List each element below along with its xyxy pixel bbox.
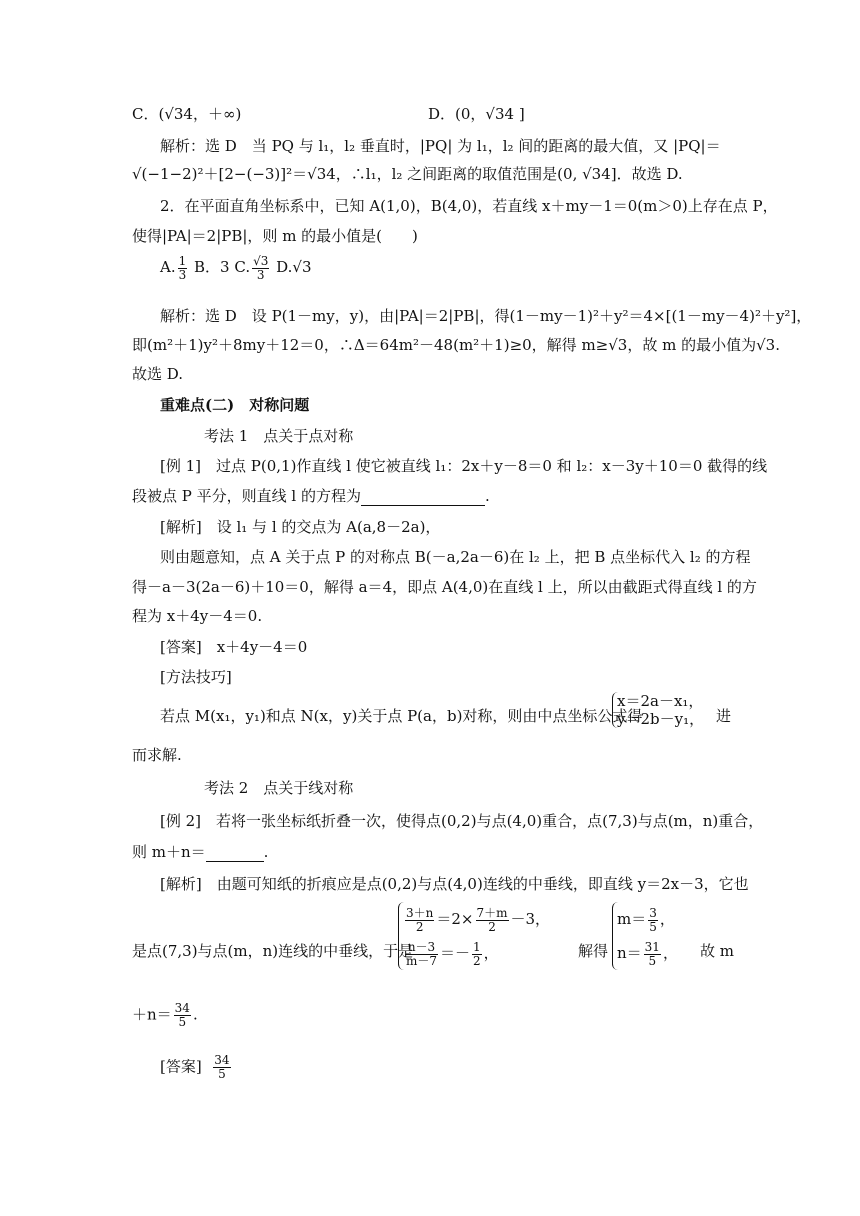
solution-2-line-2: 即(m²＋1)y²＋8my＋12＝0，∴Δ＝64m²－48(m²＋1)≥0，解得 m≥√3，故 m 的最小值为√3. [132, 336, 780, 354]
question-2-options [160, 254, 312, 282]
analysis-2-line-2: 是点(7,3)与点(m，n)连线的中垂线，于是 [132, 942, 414, 960]
option-c-fraction: $\frac{√3}{3}$ [253, 253, 269, 282]
option-d: D．(0，√34 ] [428, 105, 525, 123]
answer-2-fraction: $\frac{34}{5}$ [214, 1053, 230, 1081]
solution-1-line-2: √(−1−2)²＋[2−(−3)]²＝√34，∴l₁，l₂ 之间距离的取值范围是(0, √34]．故选 D. [132, 165, 683, 183]
option-c: C．(√34，＋∞) [132, 105, 242, 123]
question-2-line-1: 2．在平面直角坐标系中，已知 A(1,0)，B(4,0)，若直线 x＋my－1＝0(m＞0)上存在点 P， [160, 197, 778, 215]
example-1-line-1: [例 1] 过点 P(0,1)作直线 l 使它被直线 l₁：2x＋y－8＝0 和 l₂：x－3y＋10＝0 截得的线 [160, 457, 768, 475]
solve-label: 解得 [578, 942, 609, 960]
analysis-1-line-3: 得－a－3(2a－6)＋10＝0，解得 a＝4，即点 A(4,0)在直线 l 上，所以由截距式得直线 l 的方 [132, 578, 757, 596]
solution-2-line-1: 解析：选 D 设 P(1－my，y)，由|PA|＝2|PB|，得(1－my－1)²＋y²＝4×[(1－my－4)²＋y²]， [160, 307, 812, 325]
example-2-line-2: 则 m＋n＝ . [132, 843, 269, 861]
question-2-line-2: 使得|PA|＝2|PB|，则 m 的最小值是( ) [132, 227, 418, 245]
result-n: n＝ $\frac{31}{5}$ ， [617, 939, 678, 968]
section-heading: 重难点(二) 对称问题 [160, 396, 310, 414]
result-system [612, 902, 678, 970]
analysis-2-tail: 故 m [700, 942, 734, 960]
solution-1-line-1: 解析：选 D 当 PQ 与 l₁，l₂ 垂直时，|PQ| 为 l₁，l₂ 间的距离的最大值，又 |PQ|＝ [160, 137, 721, 155]
tips-tail: 进 [716, 707, 732, 725]
tips-equation-system: x＝2a－x₁， y＝2b－y₁， [612, 692, 704, 728]
analysis-2-line-3: ＋n＝ $\frac{34}{5}$ . [132, 1001, 198, 1029]
result-m: m＝ $\frac{3}{5}$ ， [617, 905, 675, 934]
example-1-line-2-text: 段被点 P 平分，则直线 l 的方程为 [132, 487, 361, 505]
analysis-1-line-2: 则由题意知，点 A 关于点 P 的对称点 B(－a,2a－6)在 l₂ 上，把 B 点坐标代入 l₂ 的方程 [160, 548, 751, 566]
answer-blank-2 [206, 845, 264, 862]
tips-line-1: 若点 M(x₁，y₁)和点 N(x，y)关于点 P(a，b)对称，则由中点坐标公式得 [160, 707, 643, 725]
analysis-2-equation-system [398, 902, 550, 970]
analysis-1-line-1: [解析] 设 l₁ 与 l 的交点为 A(a,8－2a)， [160, 518, 441, 536]
equation-2: $\frac{n-3}{m-7}$ ＝－ $\frac{1}{2}$ ， [406, 939, 499, 968]
option-c-label: C. [234, 258, 251, 276]
analysis-1-line-4: 程为 x＋4y－4＝0. [132, 607, 263, 625]
solution-2-line-3: 故选 D. [132, 365, 184, 383]
answer-2 [160, 1054, 233, 1081]
method-2-heading: 考法 2 点关于线对称 [204, 779, 354, 797]
tips-title: [方法技巧] [160, 668, 232, 686]
example-2-line-1: [例 2] 若将一张坐标纸折叠一次，使得点(0,2)与点(4,0)重合，点(7,3)与点(m，n)重合， [160, 812, 764, 830]
answer-blank [361, 489, 485, 506]
option-d: D.√3 [276, 258, 312, 276]
tips-line-2: 而求解. [132, 746, 182, 764]
analysis-2-line-1: [解析] 由题可知纸的折痕应是点(0,2)与点(4,0)连线的中垂线，即直线 y＝2x－3，它也 [160, 875, 749, 893]
option-a-label: A. [160, 258, 176, 276]
answer-2-label: [答案] [160, 1057, 202, 1076]
example-1-line-2: 段被点 P 平分，则直线 l 的方程为 . [132, 487, 490, 505]
answer-1: [答案] x＋4y－4＝0 [160, 638, 308, 656]
option-a-fraction: $\frac{1}{3}$ [178, 253, 187, 282]
equation-1: $\frac{3+n}{2}$ ＝2× $\frac{7+m}{2}$ －3， [406, 905, 551, 934]
option-b: B．3 [194, 258, 230, 276]
method-1-heading: 考法 1 点关于点对称 [204, 427, 354, 445]
